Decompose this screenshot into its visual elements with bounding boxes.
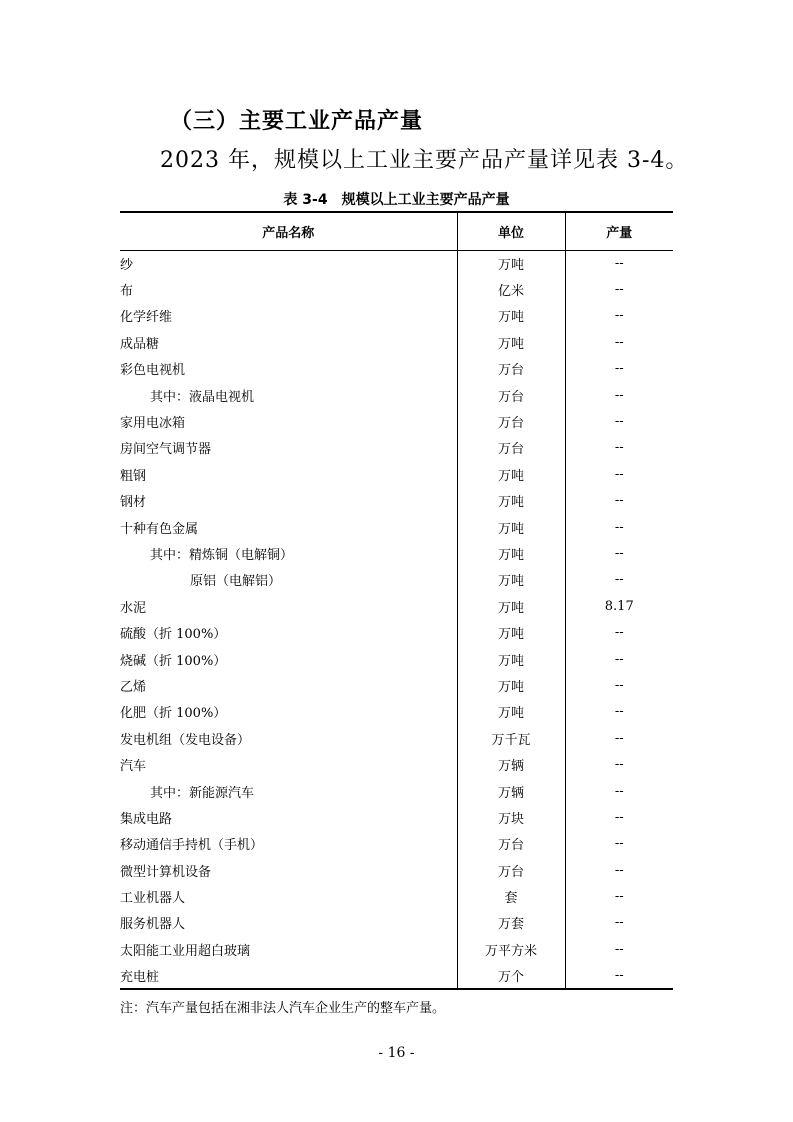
output-cell: --: [565, 725, 673, 751]
table-row: [120, 382, 673, 408]
output-cell: --: [565, 910, 673, 936]
product-name-cell: 集成电路: [120, 811, 173, 827]
output-cell: --: [565, 567, 673, 593]
output-cell: --: [565, 699, 673, 725]
unit-cell: 万个: [457, 963, 565, 989]
unit-cell: 万台: [457, 857, 565, 883]
table-row: [120, 619, 673, 645]
table-row: [120, 250, 673, 276]
table-row: [120, 646, 673, 672]
table-row: [120, 672, 673, 698]
product-name-cell: 成品糖: [120, 336, 160, 352]
product-name-cell: 房间空气调节器: [120, 442, 212, 458]
unit-cell: 万吨: [457, 672, 565, 698]
output-cell: --: [565, 778, 673, 804]
unit-cell: 万台: [457, 435, 565, 461]
output-cell: --: [565, 540, 673, 566]
output-cell: --: [565, 461, 673, 487]
table-row: [120, 303, 673, 329]
product-name-cell: 布: [120, 284, 134, 300]
unit-cell: 万吨: [457, 514, 565, 540]
product-name-cell: 发电机组（发电设备）: [120, 732, 251, 748]
unit-cell: 万吨: [457, 250, 565, 276]
output-cell: --: [565, 672, 673, 698]
product-name-cell: 十种有色金属: [120, 521, 199, 537]
unit-cell: 万台: [457, 382, 565, 408]
page-number: - 16 -: [378, 1045, 415, 1061]
output-cell: --: [565, 329, 673, 355]
unit-cell: 万吨: [457, 593, 565, 619]
output-cell: --: [565, 408, 673, 434]
table-row: [120, 567, 673, 593]
table-row: [120, 276, 673, 302]
table-row: [120, 751, 673, 777]
table-row: [120, 857, 673, 883]
unit-cell: 万吨: [457, 329, 565, 355]
unit-cell: 万吨: [457, 540, 565, 566]
unit-cell: 万块: [457, 804, 565, 830]
product-name-cell: 移动通信手持机（手机）: [120, 838, 264, 854]
table-caption-number: 表 3-4: [283, 192, 328, 208]
product-name-cell: 钢材: [120, 495, 147, 511]
product-name-cell: 工业机器人: [120, 891, 186, 907]
output-cell: --: [565, 831, 673, 857]
unit-cell: 套: [457, 883, 565, 909]
product-name-cell: 服务机器人: [120, 917, 186, 933]
product-name-cell: 硫酸（折 100%）: [120, 627, 227, 643]
unit-cell: 万辆: [457, 751, 565, 777]
header-unit: 单位: [457, 212, 565, 250]
table-row: [120, 910, 673, 936]
output-cell: --: [565, 857, 673, 883]
table-row: [120, 435, 673, 461]
output-cell: --: [565, 382, 673, 408]
product-name-cell: 化肥（折 100%）: [120, 706, 227, 722]
unit-cell: 万千瓦: [457, 725, 565, 751]
table-row: [120, 329, 673, 355]
header-product-name: 产品名称: [120, 212, 457, 250]
unit-cell: 万套: [457, 910, 565, 936]
header-output: 产量: [565, 212, 673, 250]
table-row: [120, 778, 673, 804]
table-row: [120, 514, 673, 540]
product-name-cell: 汽车: [120, 759, 147, 775]
unit-cell: 万吨: [457, 303, 565, 329]
product-name-cell: 太阳能工业用超白玻璃: [120, 943, 251, 959]
table-row: [120, 356, 673, 382]
unit-cell: 万吨: [457, 699, 565, 725]
output-cell: --: [565, 488, 673, 514]
product-name-cell: 其中：新能源汽车: [150, 785, 255, 801]
table-row: [120, 936, 673, 962]
output-cell: --: [565, 250, 673, 276]
table-row: [120, 408, 673, 434]
production-table: [120, 211, 673, 990]
unit-cell: 亿米: [457, 276, 565, 302]
output-cell: --: [565, 514, 673, 540]
unit-cell: 万台: [457, 831, 565, 857]
table-note: 注：汽车产量包括在湘非法人汽车企业生产的整车产量。: [120, 1001, 446, 1016]
output-cell: --: [565, 356, 673, 382]
unit-cell: 万吨: [457, 567, 565, 593]
product-name-cell: 微型计算机设备: [120, 864, 212, 880]
unit-cell: 万台: [457, 408, 565, 434]
unit-cell: 万辆: [457, 778, 565, 804]
product-name-cell: 其中：精炼铜（电解铜）: [150, 547, 294, 563]
output-cell: --: [565, 804, 673, 830]
table-row: [120, 831, 673, 857]
unit-cell: 万吨: [457, 619, 565, 645]
product-name-cell: 充电桩: [120, 963, 457, 989]
unit-cell: 万吨: [457, 461, 565, 487]
product-name-cell: 彩色电视机: [120, 363, 186, 379]
table-row: [120, 699, 673, 725]
product-name-cell: 家用电冰箱: [120, 416, 186, 432]
table-row: [120, 963, 673, 989]
unit-cell: 万台: [457, 356, 565, 382]
unit-cell: 万吨: [457, 646, 565, 672]
table-row: [120, 461, 673, 487]
output-cell: --: [565, 936, 673, 962]
product-name-cell: 烧碱（折 100%）: [120, 653, 227, 669]
table-header-row: [120, 212, 673, 250]
output-cell: --: [565, 435, 673, 461]
unit-cell: 万吨: [457, 488, 565, 514]
intro-paragraph: 2023 年，规模以上工业主要产品产量详见表 3-4。: [160, 148, 689, 173]
output-cell: 8.17: [565, 593, 673, 619]
product-name-cell: 化学纤维: [120, 310, 173, 326]
table-row: [120, 540, 673, 566]
output-cell: --: [565, 751, 673, 777]
output-cell: --: [565, 646, 673, 672]
output-cell: --: [565, 963, 673, 989]
section-heading: （三）主要工业产品产量: [170, 109, 424, 134]
table-row: [120, 883, 673, 909]
output-cell: --: [565, 303, 673, 329]
table-row: [120, 725, 673, 751]
product-name-cell: 粗钢: [120, 468, 147, 484]
table-caption: [0, 189, 793, 209]
output-cell: --: [565, 276, 673, 302]
product-name-cell: 乙烯: [120, 679, 147, 695]
table-row: [120, 804, 673, 830]
table-row: [120, 593, 673, 619]
table-caption-title: 规模以上工业主要产品产量: [341, 192, 510, 208]
table-row: [120, 488, 673, 514]
product-name-cell: 其中：液晶电视机: [150, 389, 255, 405]
unit-cell: 万平方米: [457, 936, 565, 962]
product-name-cell: 原铝（电解铝）: [190, 574, 282, 590]
output-cell: --: [565, 883, 673, 909]
product-name-cell: 水泥: [120, 600, 147, 616]
product-name-cell: 纱: [120, 257, 134, 273]
output-cell: --: [565, 619, 673, 645]
